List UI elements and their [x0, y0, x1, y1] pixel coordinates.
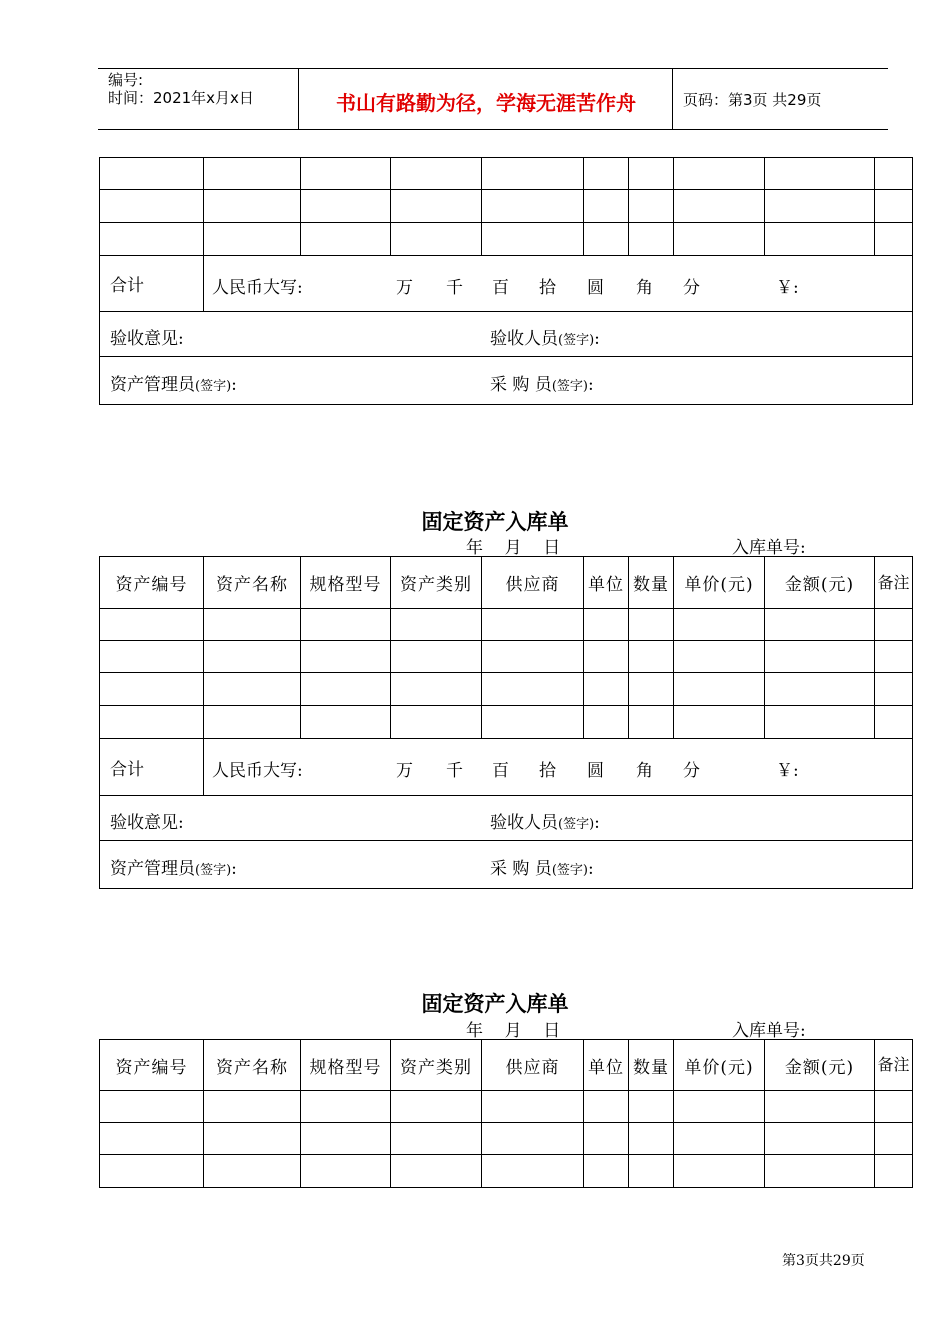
receipt-number-label: 入库单号:	[732, 1021, 806, 1041]
acceptance-cell[interactable]	[100, 796, 913, 841]
acceptor-signature: 验收人员(签字):	[490, 329, 600, 349]
unit-bai: 百	[492, 278, 509, 298]
table-row	[100, 223, 913, 256]
col-asset-no: 资产编号	[100, 557, 204, 609]
header-row	[100, 1040, 913, 1091]
page-header	[98, 68, 888, 130]
col-supplier: 供应商	[482, 557, 584, 609]
col-amount: 金额(元)	[765, 1040, 875, 1091]
header-divider	[298, 69, 299, 129]
acceptor-signature: 验收人员(签字):	[490, 813, 600, 833]
form-title: 固定资产入库单	[421, 509, 569, 534]
col-remark: 备注	[875, 557, 913, 609]
col-amount: 金额(元)	[765, 557, 875, 609]
rmb-upper-cell[interactable]	[204, 256, 913, 312]
yen-label: ￥:	[776, 761, 799, 781]
header-page-label: 页码：第3页 共29页	[683, 91, 822, 109]
rmb-upper-cell[interactable]	[204, 739, 913, 796]
unit-fen: 分	[683, 761, 700, 781]
unit-jiao: 角	[636, 278, 653, 298]
table-row	[100, 190, 913, 223]
unit-wan: 万	[396, 278, 413, 298]
acceptance-row	[100, 312, 913, 357]
signature-row	[100, 841, 913, 889]
yen-label: ￥:	[776, 278, 799, 298]
col-unit: 单位	[584, 557, 629, 609]
signature-row	[100, 357, 913, 405]
col-unit-price: 单价(元)	[674, 557, 765, 609]
receipt-form-1	[99, 157, 913, 405]
acceptance-cell[interactable]	[100, 312, 913, 357]
col-unit-price: 单价(元)	[674, 1040, 765, 1091]
date-line: 年 月 日	[466, 538, 561, 558]
unit-qian: 千	[446, 761, 463, 781]
col-category: 资产类别	[391, 557, 482, 609]
table-row	[100, 706, 913, 739]
unit-bai: 百	[492, 761, 509, 781]
receipt-form-3	[99, 1039, 913, 1188]
total-label: 合计	[100, 256, 204, 312]
receipt-form-2	[99, 556, 913, 889]
col-category: 资产类别	[391, 1040, 482, 1091]
col-asset-name: 资产名称	[204, 557, 301, 609]
header-divider	[672, 69, 673, 129]
unit-fen: 分	[683, 278, 700, 298]
buyer-signature: 采 购 员(签字):	[490, 375, 594, 395]
col-asset-name: 资产名称	[204, 1040, 301, 1091]
header-motto: 书山有路勤为径，学海无涯苦作舟	[336, 91, 636, 115]
acceptance-opinion-label: 验收意见:	[110, 813, 184, 833]
header-meta	[108, 69, 298, 129]
time-label: 时间：2021年x月x日	[108, 89, 254, 107]
unit-shi: 拾	[539, 761, 556, 781]
unit-yuan: 圆	[587, 761, 604, 781]
unit-qian: 千	[446, 278, 463, 298]
col-qty: 数量	[629, 1040, 674, 1091]
table-row	[100, 609, 913, 641]
signature-cell[interactable]	[100, 841, 913, 889]
table-row	[100, 1091, 913, 1123]
col-asset-no: 资产编号	[100, 1040, 204, 1091]
form-title: 固定资产入库单	[421, 991, 569, 1016]
table-row	[100, 1155, 913, 1188]
unit-wan: 万	[396, 761, 413, 781]
date-line: 年 月 日	[466, 1021, 561, 1041]
rmb-upper-label: 人民币大写:	[212, 278, 303, 298]
number-label: 编号:	[108, 71, 144, 89]
total-row	[100, 739, 913, 796]
table-row	[100, 673, 913, 706]
custodian-signature: 资产管理员(签字):	[110, 375, 237, 395]
custodian-signature: 资产管理员(签字):	[110, 859, 237, 879]
receipt-number-label: 入库单号:	[732, 538, 806, 558]
col-qty: 数量	[629, 557, 674, 609]
total-row	[100, 256, 913, 312]
page-footer: 第3页共29页	[782, 1253, 865, 1269]
unit-jiao: 角	[636, 761, 653, 781]
signature-cell[interactable]	[100, 357, 913, 405]
acceptance-opinion-label: 验收意见:	[110, 329, 184, 349]
table-row	[100, 158, 913, 190]
col-supplier: 供应商	[482, 1040, 584, 1091]
table-row	[100, 1123, 913, 1155]
unit-yuan: 圆	[587, 278, 604, 298]
col-unit: 单位	[584, 1040, 629, 1091]
rmb-upper-label: 人民币大写:	[212, 761, 303, 781]
table-row	[100, 641, 913, 673]
total-label: 合计	[100, 739, 204, 796]
unit-shi: 拾	[539, 278, 556, 298]
col-remark: 备注	[875, 1040, 913, 1091]
buyer-signature: 采 购 员(签字):	[490, 859, 594, 879]
header-row	[100, 557, 913, 609]
col-spec: 规格型号	[301, 557, 391, 609]
acceptance-row	[100, 796, 913, 841]
col-spec: 规格型号	[301, 1040, 391, 1091]
